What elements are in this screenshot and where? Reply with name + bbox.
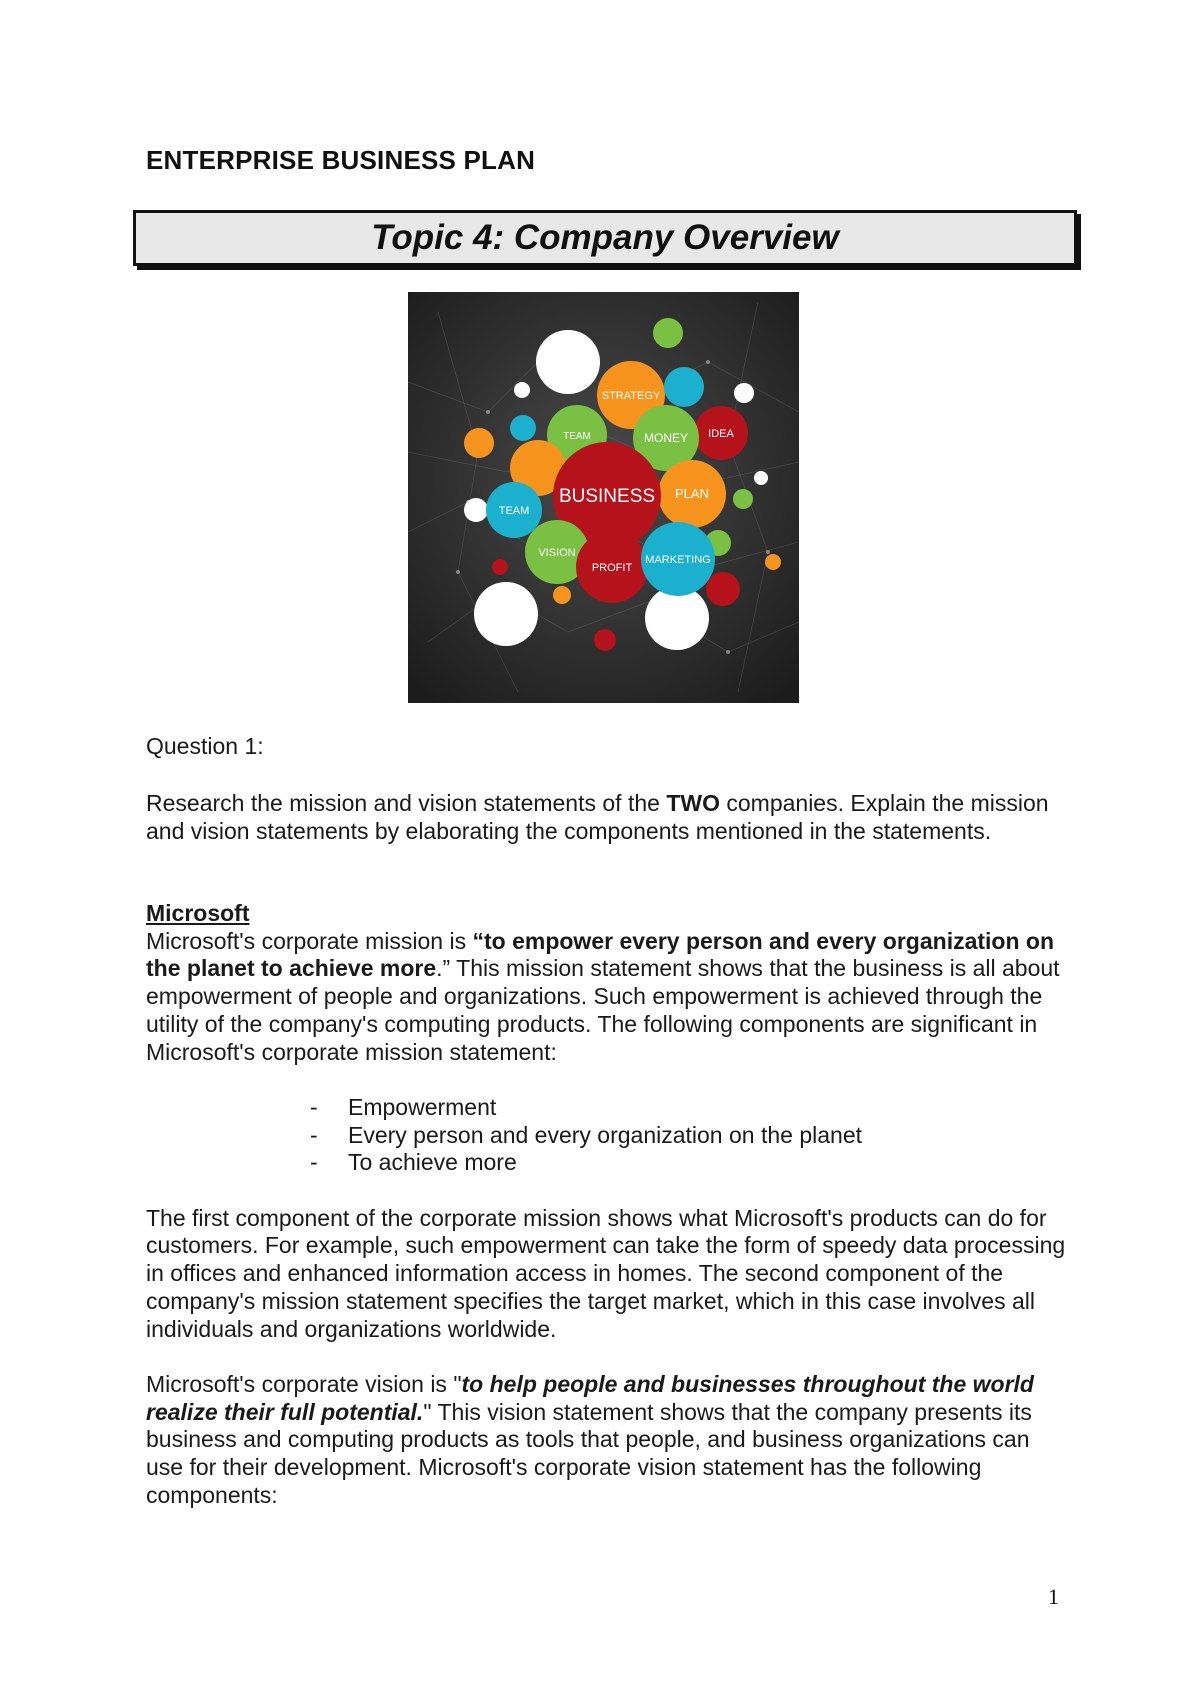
microsoft-mission-paragraph: Microsoft's corporate mission is “to empower every person and every organization on the planet to achieve more.” This mission statement shows that the business is all about empowerment of people and organizations. Such empowerment is achieved through the utility of the company's computing products. The following components are significant in Microsoft's corporate mission statement: (146, 927, 1060, 1065)
microsoft-vision-paragraph: Microsoft's corporate vision is "to help people and businesses throughout the world realize their full potential." This vision statement shows that the company presents its business and computing products as tools that people, and business organizations can use for their development. Microsoft's corporate vision statement has the following components: (146, 1370, 1034, 1508)
bubble-label: MARKETING (645, 554, 711, 566)
list-item: - Empowerment (310, 1093, 497, 1120)
document-heading: ENTERPRISE BUSINESS PLAN (146, 145, 536, 175)
microsoft-heading: Microsoft (146, 900, 250, 926)
mission-components-list (146, 1094, 1066, 1177)
mission-explanation-paragraph: The first component of the corporate mission shows what Microsoft's products can do for customers. For example, such empowerment can take the form of speedy data processing in offices and enhanced information access in homes. The second component of the company's mission statement specifies the target market, which in this case involves all individuals and organizations worldwide. (146, 1204, 1066, 1342)
bubble-label: MONEY (643, 431, 689, 445)
question-label: Question 1: (146, 733, 264, 759)
question-text: Research the mission and vision statements of the TWO companies. Explain the mission and vision statements by elaborating the components mentioned in the statements. (146, 790, 1049, 844)
list-item: - To achieve more (310, 1149, 517, 1176)
microsoft-section (146, 900, 1066, 1509)
bubble-label: PLAN (675, 486, 709, 501)
business-plan-illustration (408, 292, 799, 703)
bubble-label: TEAM (498, 505, 530, 517)
bubble-label: PROFIT (591, 562, 633, 574)
bubble-label: TEAM (563, 431, 591, 442)
bubble-label: VISION (538, 547, 576, 559)
list-item: - Every person and every organization on the planet (310, 1121, 862, 1148)
topic-title: Topic 4: Company Overview (371, 218, 839, 257)
topic-banner (133, 210, 1077, 266)
bubble-label: IDEA (708, 428, 734, 440)
bubble-label: STRATEGY (601, 390, 661, 402)
page-number: 1 (1048, 1584, 1059, 1609)
bubble-label: BUSINESS (558, 486, 656, 507)
